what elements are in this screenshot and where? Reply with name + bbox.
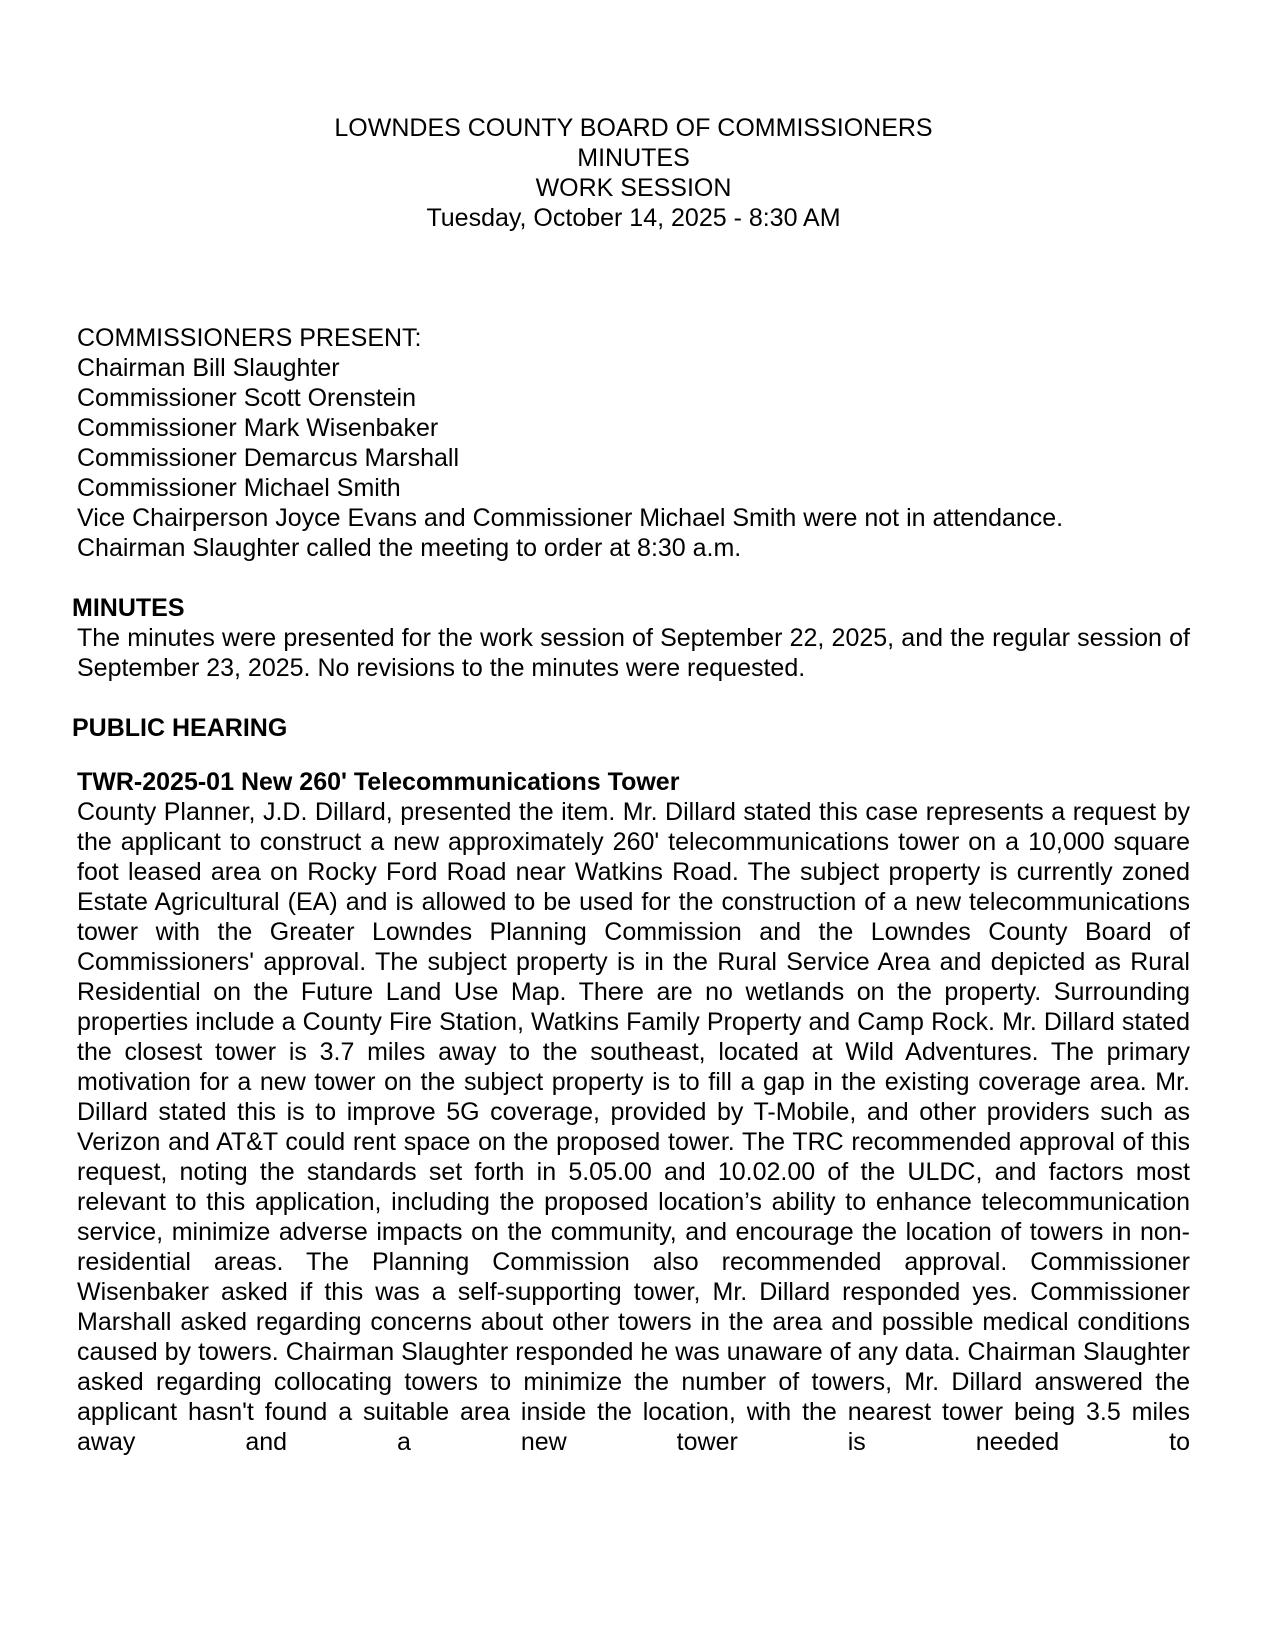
agenda-item-title: TWR-2025-01 New 260' Telecommunications Tower	[77, 768, 680, 796]
public-hearing-section	[72, 713, 1190, 1457]
header-line-minutes: MINUTES	[577, 144, 690, 172]
agenda-item-body: County Planner, J.D. Dillard, presented the item. Mr. Dillard stated this case represents a request by the applicant to construct a new approximately 260' telecommunications tower on a 10,000 square foot leased area on Rocky Ford Road near Watkins Road. The subject property is currently zoned Estate Agricultural (EA) and is allowed to be used for the construction of a new telecommunications tower with the Greater Lowndes Planning Commission and the Lowndes County Board of Commissioners' approval. The subject property is in the Rural Service Area and depicted as Rural Residential on the Future Land Use Map. There are no wetlands on the property. Surrounding properties include a County Fire Station, Watkins Family Property and Camp Rock. Mr. Dillard stated the closest tower is 3.7 miles away to the southeast, located at Wild Adventures. The primary motivation for a new tower on the subject property is to fill a gap in the existing coverage area. Mr. Dillard stated this is to improve 5G coverage, provided by T-Mobile, and other providers such as Verizon and AT&T could rent space on the proposed tower. The TRC recommended approval of this request, noting the standards set forth in 5.05.00 and 10.02.00 of the ULDC, and factors most relevant to this application, including the proposed location’s ability to enhance telecommunication service, minimize adverse impacts on the community, and encourage the location of towers in non-residential areas. The Planning Commission also recommended approval. Commissioner Wisenbaker asked if this was a self-supporting tower, Mr. Dillard responded yes. Commissioner Marshall asked regarding concerns about other towers in the area and possible medical conditions caused by towers. Chairman Slaughter responded he was unaware of any data. Chairman Slaughter asked regarding collocating towers to minimize the number of towers, Mr. Dillard answered the applicant hasn't found a suitable area inside the location, with the nearest tower being 3.5 miles away and a new tower is needed to	[77, 798, 1190, 1456]
commissioner-name: Chairman Bill Slaughter	[77, 354, 340, 382]
section-heading-minutes: MINUTES	[72, 594, 185, 622]
section-heading-public-hearing: PUBLIC HEARING	[72, 714, 288, 742]
minutes-paragraph: The minutes were presented for the work session of September 22, 2025, and the regular session of September 23, 2025. No revisions to the minutes were requested.	[77, 624, 1190, 682]
header-line-session-type: WORK SESSION	[535, 174, 732, 202]
commissioner-name: Commissioner Michael Smith	[77, 474, 401, 502]
minutes-section	[72, 593, 1190, 683]
commissioner-name: Commissioner Demarcus Marshall	[77, 444, 460, 472]
header-line-organization: LOWNDES COUNTY BOARD OF COMMISSIONERS	[334, 114, 933, 142]
header-line-date-time: Tuesday, October 14, 2025 - 8:30 AM	[426, 204, 841, 232]
document-header	[77, 113, 1190, 233]
attendance-section	[77, 323, 1190, 503]
absence-note: Vice Chairperson Joyce Evans and Commissioner Michael Smith were not in attendance.	[77, 504, 1064, 532]
commissioner-name: Commissioner Scott Orenstein	[77, 384, 417, 412]
commissioner-name: Commissioner Mark Wisenbaker	[77, 414, 439, 442]
call-to-order-note: Chairman Slaughter called the meeting to order at 8:30 a.m.	[77, 534, 742, 562]
commissioners-present-label: COMMISSIONERS PRESENT:	[77, 324, 422, 352]
